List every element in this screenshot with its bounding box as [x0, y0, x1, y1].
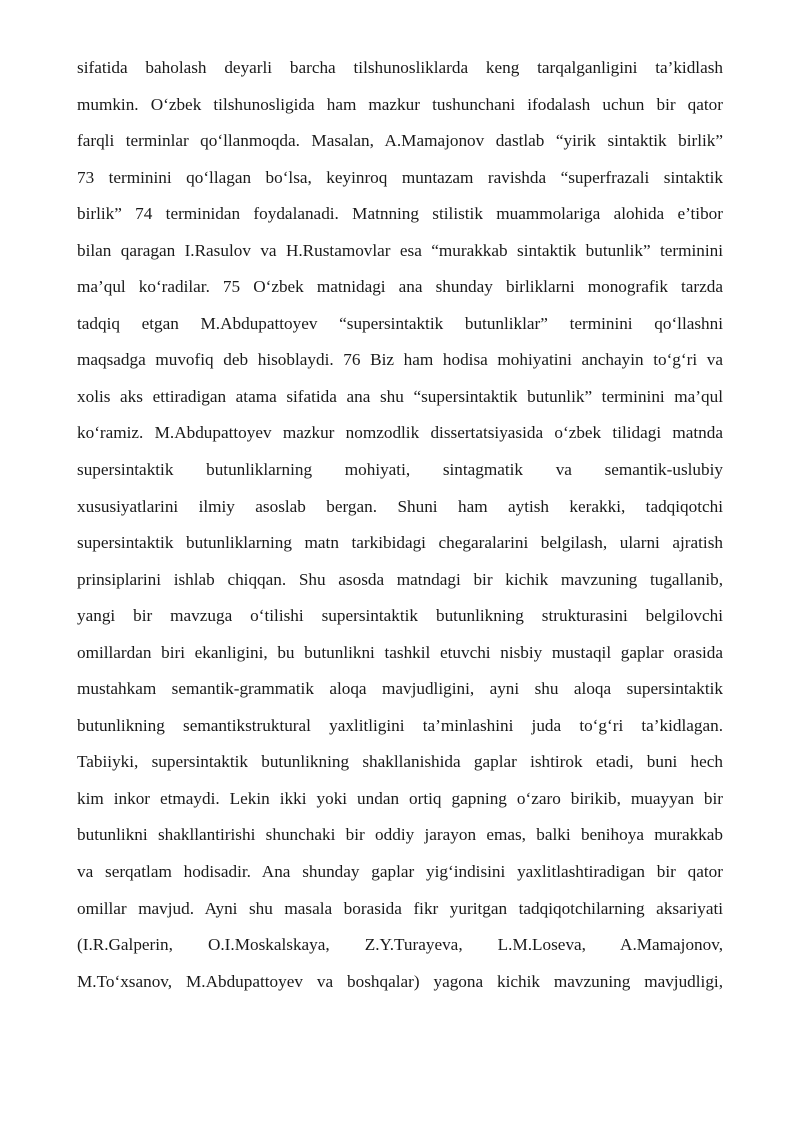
text-line: birlik” 74 terminidan foydalanadi. Matnning stilistik muammolariga alohida e’tibor	[77, 204, 723, 224]
text-line: (I.R.Galperin, O.I.Moskalskaya, Z.Y.Turayeva, L.M.Loseva, A.Mamajonov,	[77, 935, 723, 955]
text-line: butunlikni shakllantirishi shunchaki bir oddiy jarayon emas, balki benihoya murakkab	[77, 825, 723, 845]
text-line: supersintaktik butunliklarning matn tarkibidagi chegaralarini belgilash, ularni ajratish	[77, 533, 723, 553]
text-line: M.To‘xsanov, M.Abdupattoyev va boshqalar) yagona kichik mavzuning mavjudligi,	[77, 971, 723, 991]
text-line: omillardan biri ekanligini, bu butunlikni tashkil etuvchi nisbiy mustaqil gaplar orasida	[77, 642, 723, 662]
text-line: maqsadga muvofiq deb hisoblaydi. 76 Biz ham hodisa mohiyatini anchayin to‘g‘ri va	[77, 350, 723, 370]
text-line: ko‘ramiz. M.Abdupattoyev mazkur nomzodlik dissertatsiyasida o‘zbek tilidagi matnda	[77, 423, 723, 443]
text-line: mustahkam semantik-grammatik aloqa mavjudligini, ayni shu aloqa supersintaktik	[77, 679, 723, 699]
text-line: Tabiiyki, supersintaktik butunlikning shakllanishida gaplar ishtirok etadi, buni hech	[77, 752, 723, 772]
text-line: bilan qaragan I.Rasulov va H.Rustamovlar esa “murakkab sintaktik butunlik” terminini	[77, 240, 723, 260]
text-line: mumkin. O‘zbek tilshunosligida ham mazkur tushunchani ifodalash uchun bir qator	[77, 94, 723, 114]
text-line: xolis aks ettiradigan atama sifatida ana shu “supersintaktik butunlik” terminini ma’qul	[77, 386, 723, 406]
text-line: xususiyatlarini ilmiy asoslab bergan. Shuni ham aytish kerakki, tadqiqotchi	[77, 496, 723, 516]
text-line: tadqiq etgan M.Abdupattoyev “supersintaktik butunliklar” terminini qo‘llashni	[77, 313, 723, 333]
text-line: butunlikning semantikstruktural yaxlitligini ta’minlashini juda to‘g‘ri ta’kidlagan.	[77, 715, 723, 735]
body-text	[77, 50, 723, 1000]
text-line: omillar mavjud. Ayni shu masala borasida fikr yuritgan tadqiqotchilarning aksariyati	[77, 898, 723, 918]
text-line: prinsiplarini ishlab chiqqan. Shu asosda matndagi bir kichik mavzuning tugallanib,	[77, 569, 723, 589]
text-line: ma’qul ko‘radilar. 75 O‘zbek matnidagi ana shunday birliklarni monografik tarzda	[77, 277, 723, 297]
text-line: sifatida baholash deyarli barcha tilshunosliklarda keng tarqalganligini ta’kidlash	[77, 58, 723, 77]
text-line: yangi bir mavzuga o‘tilishi supersintaktik butunlikning strukturasini belgilovchi	[77, 606, 723, 626]
text-line: va serqatlam hodisadir. Ana shunday gaplar yig‘indisini yaxlitlashtiradigan bir qator	[77, 862, 723, 882]
text-line: 73 terminini qo‘llagan bo‘lsa, keyinroq muntazam ravishda “superfrazali sintaktik	[77, 167, 723, 187]
text-line: supersintaktik butunliklarning mohiyati, sintagmatik va semantik-uslubiy	[77, 460, 723, 480]
text-line: farqli terminlar qo‘llanmoqda. Masalan, A.Mamajonov dastlab “yirik sintaktik birlik”	[77, 131, 723, 151]
text-line: kim inkor etmaydi. Lekin ikki yoki undan ortiq gapning o‘zaro birikib, muayyan bir	[77, 788, 723, 808]
